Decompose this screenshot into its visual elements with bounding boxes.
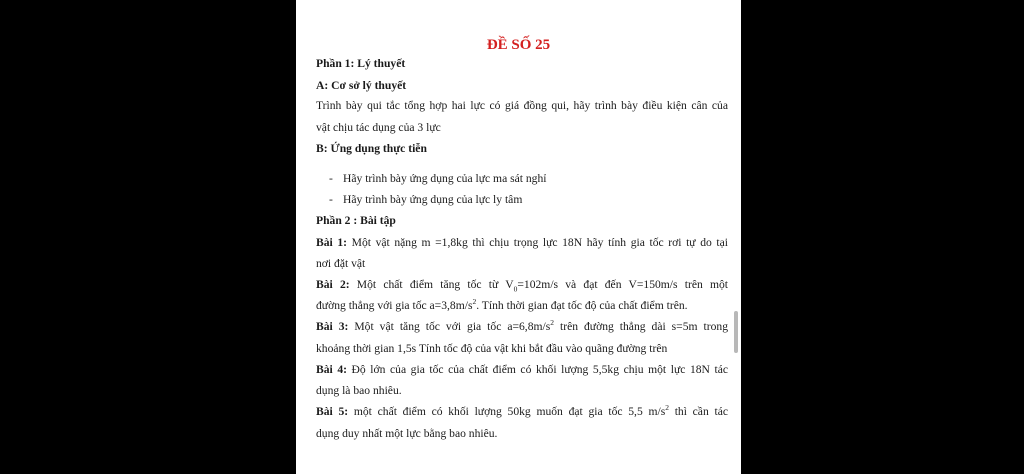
- problem-5-label: Bài 5:: [316, 405, 349, 418]
- superscript-two: 2: [665, 403, 669, 413]
- superscript-two: 2: [472, 297, 477, 307]
- section-b-heading: B: Ứng dụng thực tiễn: [316, 142, 427, 155]
- section-a-text-line1: Trình bày qui tắc tổng hợp hai lực có giá đồng qui, hãy trình bày điều kiện cân của: [316, 99, 728, 112]
- problem-4-text: Độ lớn của gia tốc của chất điểm có khối lượng 5,5kg chịu một lực 18N tác: [346, 363, 728, 376]
- problem-1-line2: nơi đặt vật: [316, 257, 366, 270]
- section-a-heading: A: Cơ sở lý thuyết: [316, 79, 407, 92]
- problem-3-label: Bài 3:: [316, 320, 349, 333]
- superscript-two: 2: [550, 318, 555, 328]
- document-page: [296, 0, 741, 474]
- bullet-dash: -: [329, 172, 333, 185]
- problem-2-text-c: đường thẳng với gia tốc a=3,8m/s: [316, 299, 473, 312]
- problem-2-text-d: . Tính thời gian đạt tốc độ của chất điểm trên.: [476, 299, 688, 312]
- problem-3-text-a: Một vật tăng tốc với gia tốc a=6,8m/s: [348, 320, 551, 333]
- vertical-scrollbar-thumb[interactable]: [734, 311, 738, 353]
- problem-2-line1: [316, 278, 728, 292]
- problem-1-text: Một vật nặng m =1,8kg thì chịu trọng lực 18N hãy tính gia tốc rơi tự do tại: [347, 236, 728, 249]
- document-title: ĐỀ SỐ 25: [486, 37, 551, 53]
- problem-1-label: Bài 1:: [316, 236, 348, 249]
- problem-5-text-a: một chất điểm có khối lượng 50kg muốn đạt gia tốc 5,5 m/s: [348, 405, 666, 418]
- problem-2-text-a: Một chất điểm tăng tốc từ V: [349, 278, 514, 291]
- problem-2-line2: [316, 299, 728, 313]
- list-item: [329, 172, 728, 186]
- problem-3-text-b: trên đường thẳng dài s=5m trong: [554, 320, 728, 333]
- problem-2-text-b: =102m/s và đạt đến V=150m/s trên một: [517, 278, 728, 291]
- section-a-text-line2: vật chịu tác dụng của 3 lực: [316, 121, 441, 134]
- problem-1-line1: [316, 236, 728, 250]
- list-item: [329, 193, 728, 207]
- problem-5-line2: dụng duy nhất một lực bằng bao nhiêu.: [316, 427, 498, 440]
- part1-heading: Phần 1: Lý thuyết: [316, 57, 406, 70]
- problem-3-line2: khoảng thời gian 1,5s Tính tốc độ của vật khi bắt đầu vào quãng đường trên: [316, 342, 668, 355]
- list-item-text: Hãy trình bày ứng dụng của lực ma sát nghỉ: [343, 172, 547, 185]
- problem-4-label: Bài 4:: [316, 363, 347, 376]
- part2-heading: Phần 2 : Bài tập: [316, 214, 396, 227]
- bullet-dash: -: [329, 193, 333, 206]
- list-item-text: Hãy trình bày ứng dụng của lực ly tâm: [343, 193, 523, 206]
- problem-4-line1: [316, 363, 728, 377]
- subscript-zero: 0: [513, 284, 518, 294]
- problem-5-line1: [316, 405, 728, 419]
- problem-2-label: Bài 2:: [316, 278, 350, 291]
- problem-4-line2: dụng là bao nhiêu.: [316, 384, 402, 397]
- problem-5-text-b: thì cần tác: [668, 405, 728, 418]
- problem-3-line1: [316, 320, 728, 334]
